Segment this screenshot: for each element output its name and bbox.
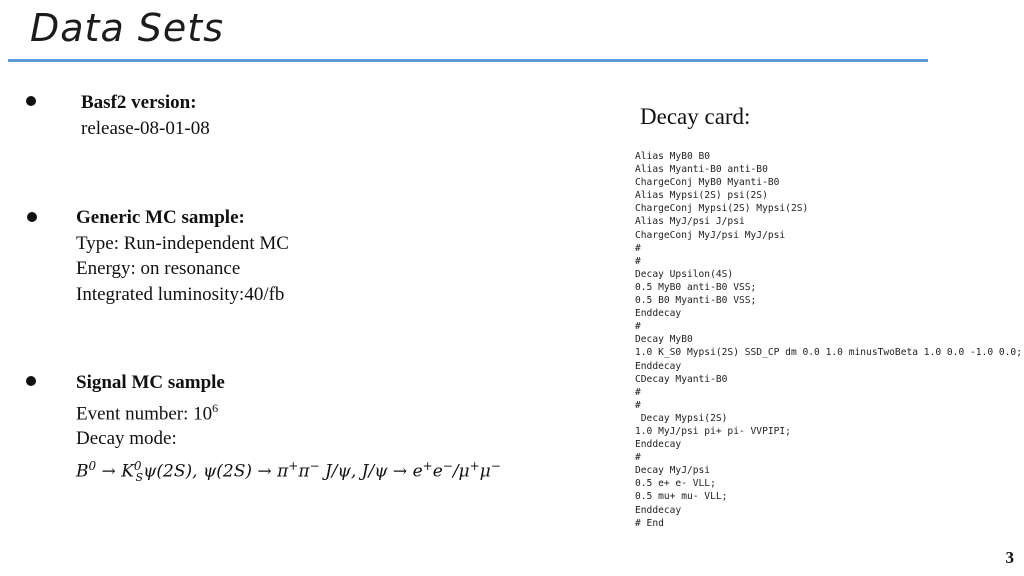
decay-card-line: Decay Upsilon(4S) xyxy=(635,268,734,280)
signal-mc-decay-mode-label: Decay mode: xyxy=(76,428,177,450)
decay-card-line: Alias Mypsi(2S) psi(2S) xyxy=(635,190,768,202)
decay-card-line: Alias MyB0 B0 xyxy=(635,151,711,162)
decay-card-line: Enddecay xyxy=(635,308,682,320)
decay-card-line: Enddecay xyxy=(635,504,682,516)
decay-card-line: CDecay Myanti-B0 xyxy=(635,373,728,385)
bullet-dot-1 xyxy=(26,96,36,106)
decay-card-line: Enddecay xyxy=(635,439,682,451)
signal-mc-heading: Signal MC sample xyxy=(76,372,225,393)
decay-card-line: # xyxy=(635,386,641,398)
decay-card-line: 0.5 mu+ mu- VLL; xyxy=(635,491,728,503)
bullet-dot-2 xyxy=(27,212,37,222)
decay-card-line: Decay MyB0 xyxy=(635,334,693,346)
decay-card-line: Decay Mypsi(2S) xyxy=(635,412,728,424)
decay-card-line: Enddecay xyxy=(635,360,682,372)
generic-mc-energy: Energy: on resonance xyxy=(76,258,241,279)
decay-card-line: Alias MyJ/psi J/psi xyxy=(635,216,745,228)
decay-card-label: Decay card: xyxy=(640,104,751,129)
decay-card-line: # End xyxy=(635,517,664,529)
decay-card-line: # xyxy=(635,255,641,267)
title-underline xyxy=(8,59,928,62)
signal-mc-block xyxy=(76,370,501,490)
decay-mode-equation: $B^0 \to K^0_S\psi(2S)$, ψ(2S) → π+π− J/ψ, J/ψ → e+e−/μ+μ− xyxy=(76,458,501,484)
basf2-version-value: release-08-01-08 xyxy=(81,117,210,139)
generic-mc-block xyxy=(76,205,289,307)
decay-card-line: Decay MyJ/psi xyxy=(635,465,711,477)
bullet-dot-3 xyxy=(26,376,36,386)
generic-mc-type: Type: Run-independent MC xyxy=(76,232,289,254)
generic-mc-heading: Generic MC sample: xyxy=(76,207,245,228)
decay-card-line: 1.0 MyJ/psi pi+ pi- VVPIPI; xyxy=(635,425,791,437)
basf2-version-block xyxy=(81,90,210,141)
decay-card-line: Alias Myanti-B0 anti-B0 xyxy=(635,164,768,176)
decay-card-line: # xyxy=(635,321,641,333)
signal-mc-event-number: Event number: $10^6$ xyxy=(76,400,219,424)
generic-mc-luminosity: Integrated luminosity:40/fb xyxy=(76,283,285,305)
decay-card-line: ChargeConj Mypsi(2S) Mypsi(2S) xyxy=(635,203,809,215)
decay-card-line: # xyxy=(635,399,641,411)
decay-card-line: 0.5 e+ e- VLL; xyxy=(635,478,716,490)
decay-card-line: 0.5 MyB0 anti-B0 VSS; xyxy=(635,281,757,293)
page-number: 3 xyxy=(1005,548,1014,567)
decay-card-listing xyxy=(635,150,1024,530)
decay-card-line: 1.0 K_S0 Mypsi(2S) SSD_CP dm 0.0 1.0 minusTwoBeta 1.0 0.0 -1.0 0.0; xyxy=(635,347,1022,359)
basf2-version-heading: Basf2 version: xyxy=(81,92,197,113)
slide-title: Data Sets xyxy=(30,6,225,50)
decay-card-line: 0.5 B0 Myanti-B0 VSS; xyxy=(635,295,757,307)
decay-card-line: # xyxy=(635,452,641,464)
decay-card-line: ChargeConj MyJ/psi MyJ/psi xyxy=(635,229,786,241)
decay-card-line: ChargeConj MyB0 Myanti-B0 xyxy=(635,177,780,189)
decay-card-line: # xyxy=(635,242,641,254)
